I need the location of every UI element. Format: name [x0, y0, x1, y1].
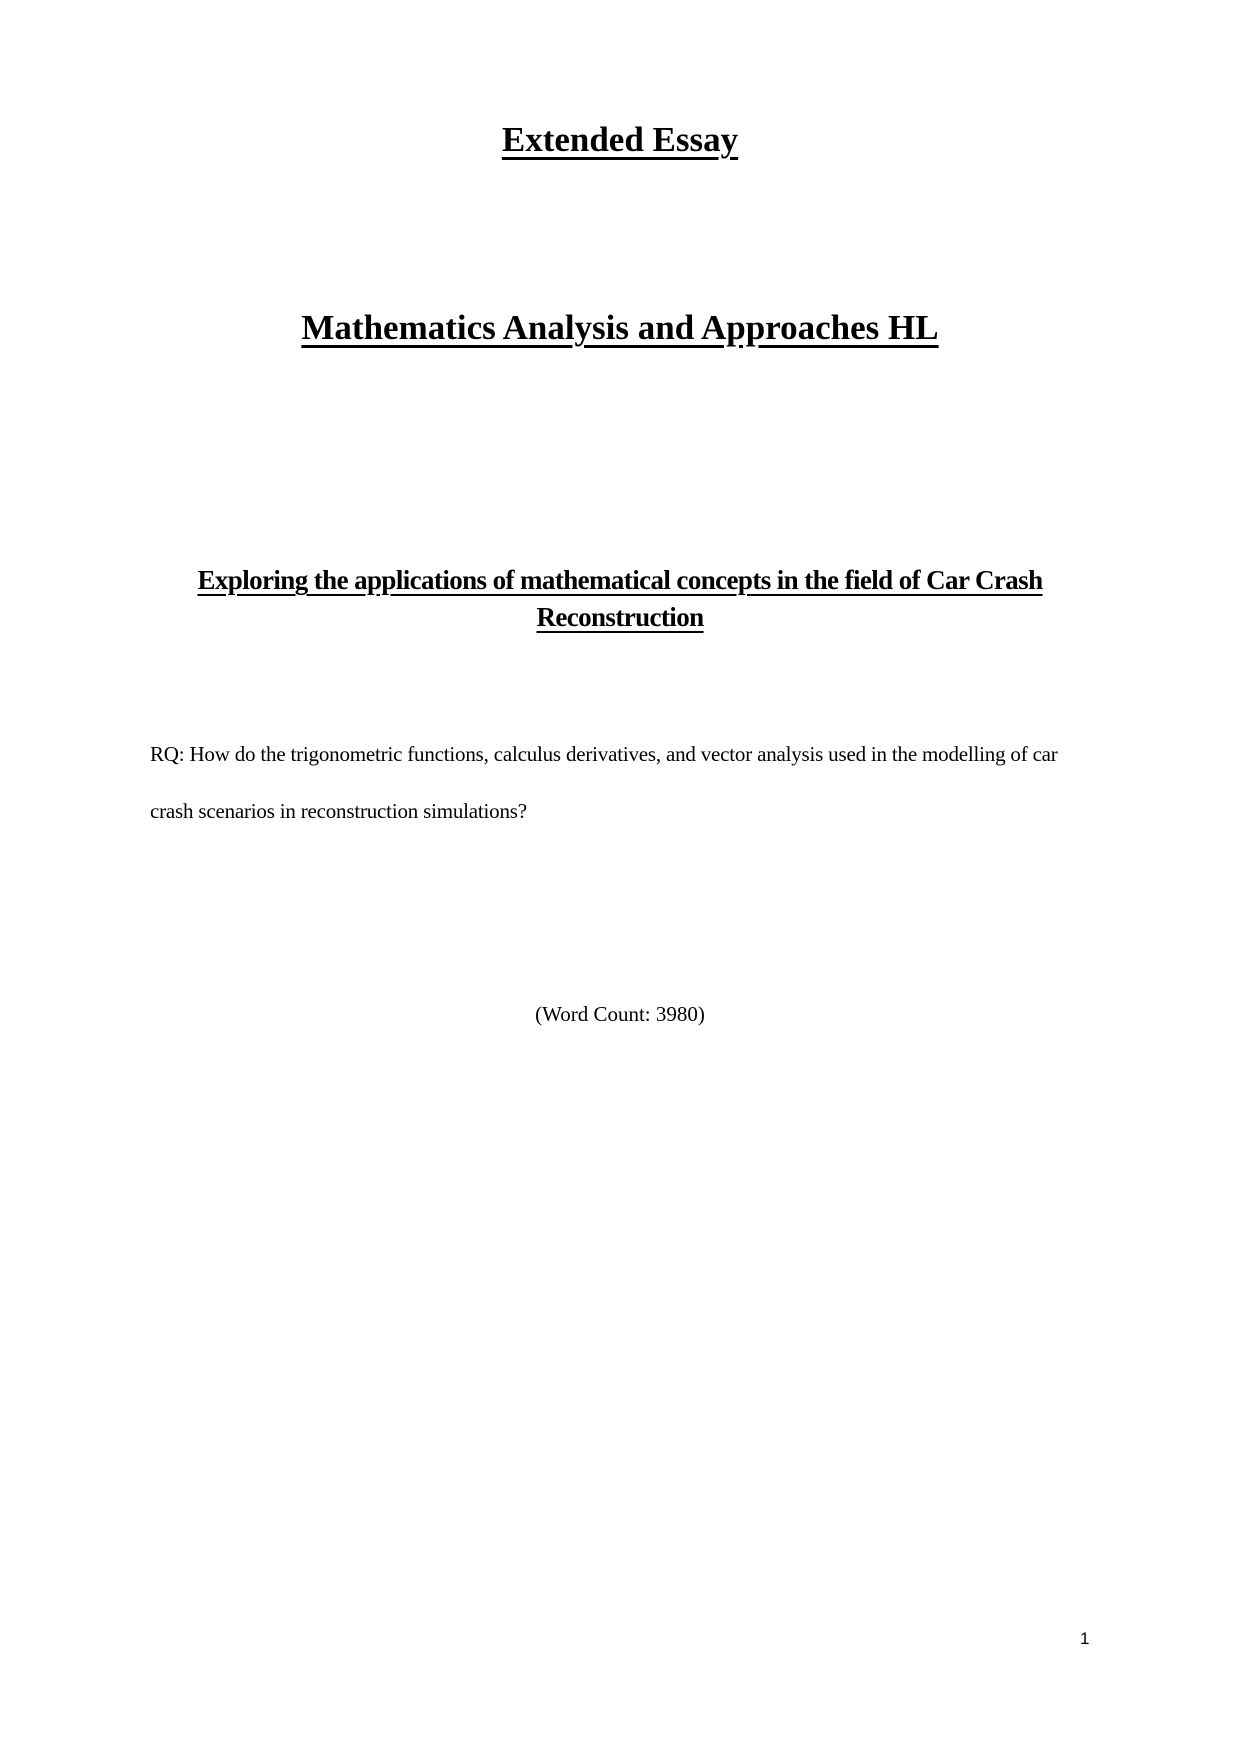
research-question: RQ: How do the trigonometric functions, calculus derivatives, and vector analysis used in the modelling of car crash scenarios in reconstruction simulations? [150, 742, 1058, 823]
essay-title: Extended Essay [501, 120, 739, 159]
word-count: (Word Count: 3980) [535, 1002, 705, 1026]
page-number: 1 [1080, 1629, 1090, 1648]
subject-title: Mathematics Analysis and Approaches HL [301, 308, 939, 347]
essay-topic: Exploring the applications of mathematical concepts in the field of Car Crash Reconstruction [197, 565, 1043, 632]
